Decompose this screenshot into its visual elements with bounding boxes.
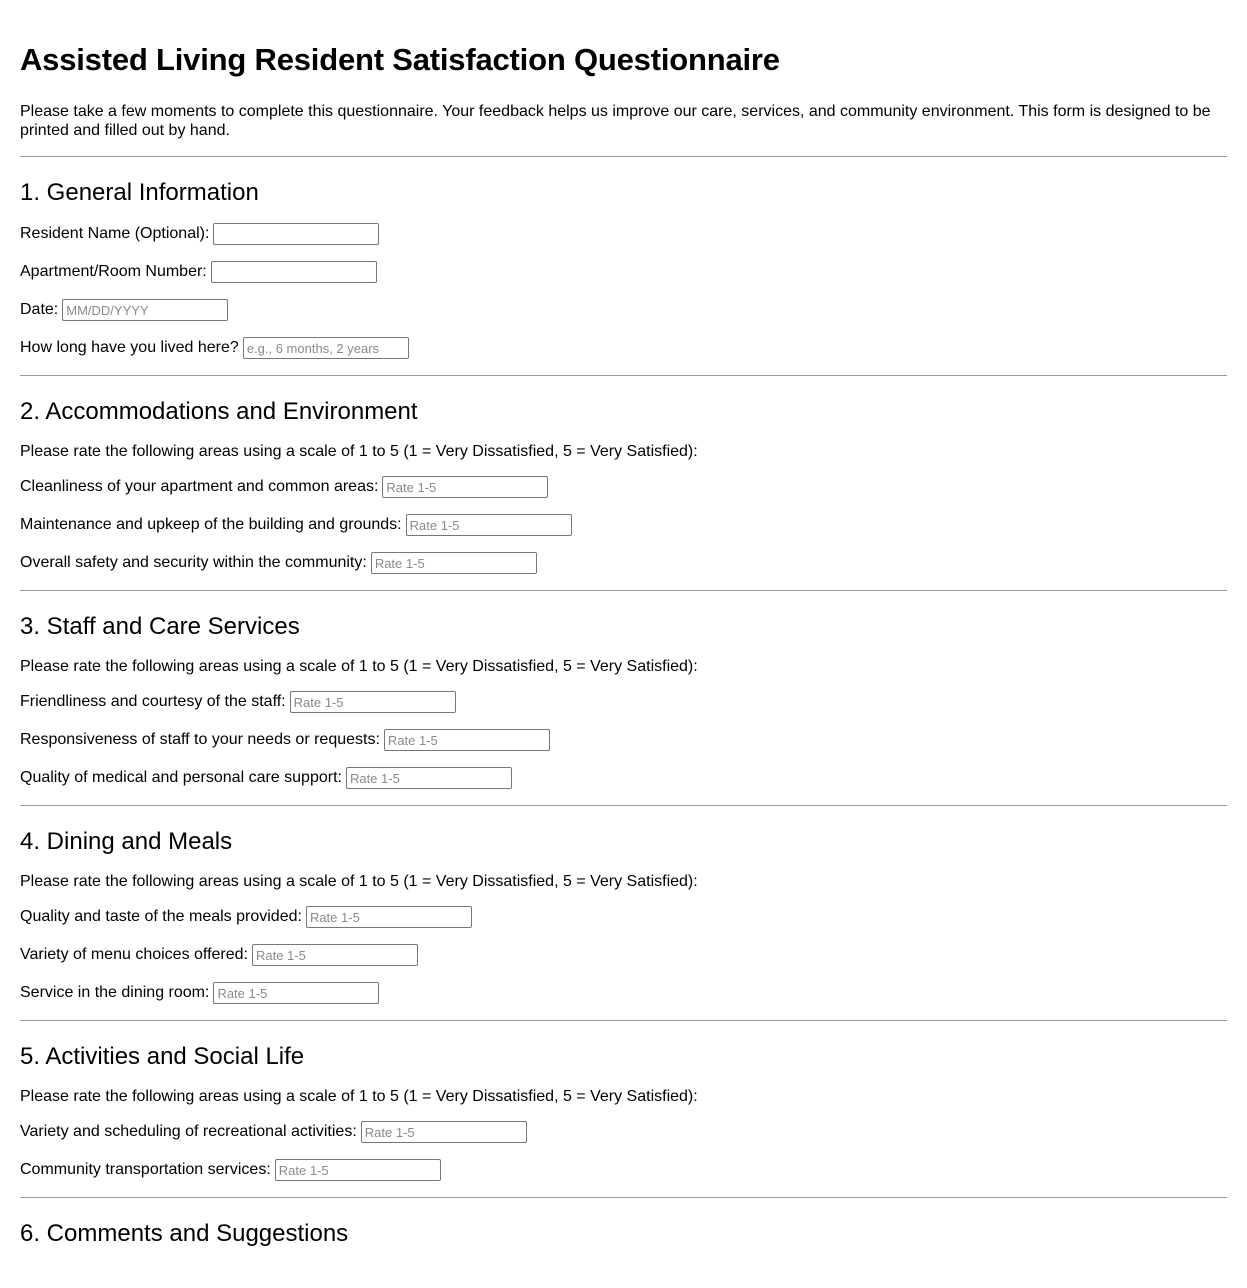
friendliness-rating-input[interactable] [290,691,456,713]
section-title: 3. Staff and Care Services [20,613,300,640]
rating-instructions: Please rate the following areas using a scale of 1 to 5 (1 = Very Dissatisfied, 5 = Very Satisfied): [20,873,698,890]
field-meal-quality [20,906,1227,928]
transportation-rating-input[interactable] [275,1159,441,1181]
field-label: Community transportation services: [20,1161,271,1178]
field-label: Quality and taste of the meals provided: [20,908,302,925]
resident-name-input[interactable] [213,223,379,245]
section-dining [20,806,1227,1004]
rating-instructions: Please rate the following areas using a scale of 1 to 5 (1 = Very Dissatisfied, 5 = Very Satisfied): [20,443,698,460]
rating-instructions: Please rate the following areas using a scale of 1 to 5 (1 = Very Dissatisfied, 5 = Very Satisfied): [20,658,698,675]
medical-care-rating-input[interactable] [346,767,512,789]
section-title: 6. Comments and Suggestions [20,1220,349,1247]
field-label: Maintenance and upkeep of the building and grounds: [20,516,402,533]
field-label: Variety of menu choices offered: [20,946,248,963]
field-label: How long have you lived here? [20,339,239,356]
field-label: Friendliness and courtesy of the staff: [20,693,286,710]
field-label: Date: [20,301,59,318]
section-staff-care [20,591,1227,789]
field-cleanliness [20,476,1227,498]
room-number-input[interactable] [211,261,377,283]
field-label: Overall safety and security within the community: [20,554,367,571]
field-label: Variety and scheduling of recreational activities: [20,1123,357,1140]
recreational-activities-rating-input[interactable] [361,1121,527,1143]
field-date [20,299,1227,321]
field-label: Cleanliness of your apartment and common areas: [20,478,379,495]
page-title: Assisted Living Resident Satisfaction Questionnaire [20,42,780,77]
maintenance-rating-input[interactable] [406,514,572,536]
intro-text: Please take a few moments to complete this questionnaire. Your feedback helps us improve our care, services, and community environment. This form is designed to be printed and filled out by hand. [20,103,1211,139]
section-general-information [20,157,1227,359]
field-label: Apartment/Room Number: [20,263,207,280]
field-maintenance [20,514,1227,536]
field-friendliness [20,691,1227,713]
section-comments [20,1198,1227,1248]
date-input[interactable] [62,299,228,321]
field-label: Resident Name (Optional): [20,225,210,242]
section-activities [20,1021,1227,1181]
field-responsiveness [20,729,1227,751]
field-label: Responsiveness of staff to your needs or requests: [20,731,380,748]
dining-service-rating-input[interactable] [213,982,379,1004]
field-room-number [20,261,1227,283]
cleanliness-rating-input[interactable] [382,476,548,498]
section-title: 1. General Information [20,179,259,206]
section-title: 5. Activities and Social Life [20,1043,305,1070]
responsiveness-rating-input[interactable] [384,729,550,751]
section-accommodations [20,376,1227,574]
length-of-residence-input[interactable] [243,337,409,359]
field-label: Quality of medical and personal care support: [20,769,342,786]
meal-quality-rating-input[interactable] [306,906,472,928]
section-title: 2. Accommodations and Environment [20,398,418,425]
rating-instructions: Please rate the following areas using a scale of 1 to 5 (1 = Very Dissatisfied, 5 = Very Satisfied): [20,1088,698,1105]
safety-rating-input[interactable] [371,552,537,574]
field-dining-service [20,982,1227,1004]
field-safety [20,552,1227,574]
field-menu-variety [20,944,1227,966]
field-label: Service in the dining room: [20,984,210,1001]
field-transportation [20,1159,1227,1181]
section-title: 4. Dining and Meals [20,828,233,855]
field-recreational-activities [20,1121,1227,1143]
field-resident-name [20,223,1227,245]
menu-variety-rating-input[interactable] [252,944,418,966]
field-medical-care [20,767,1227,789]
field-length-of-residence [20,337,1227,359]
